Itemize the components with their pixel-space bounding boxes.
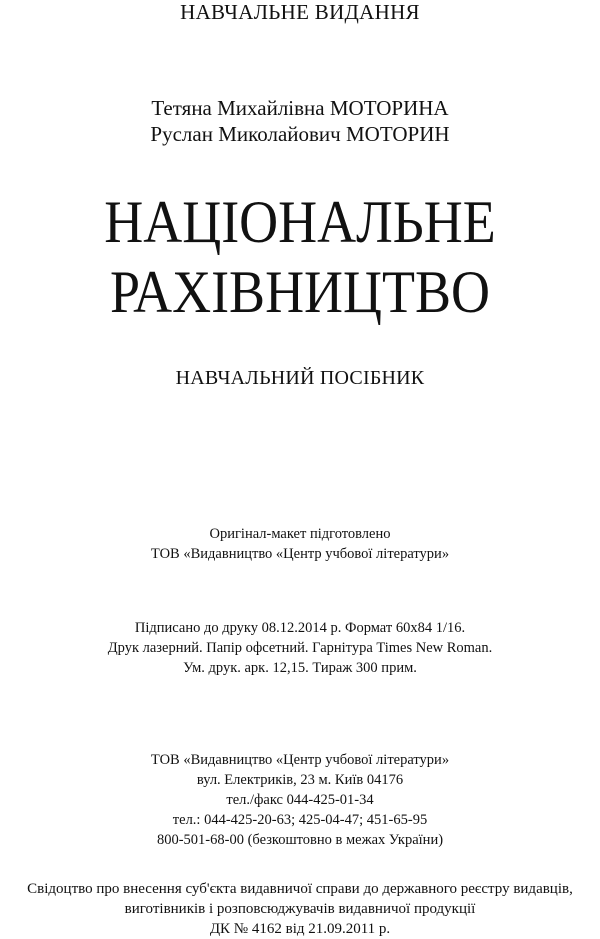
publisher-phones: тел.: 044-425-20-63; 425-04-47; 451-65-95	[172, 812, 428, 828]
layout-credit-line-2: ТОВ «Видавництво «Центр учбової літератури»	[150, 546, 450, 562]
publisher-name: ТОВ «Видавництво «Центр учбової літератури»	[150, 752, 450, 768]
publisher-hotline: 800-501-68-00 (безкоштовно в межах України)	[156, 832, 444, 848]
author-1: Тетяна Михайлівна МОТОРИНА	[151, 96, 449, 120]
layout-credit-line-1: Оригінал-макет підготовлено	[209, 526, 391, 542]
book-title-line-1: НАЦІОНАЛЬНЕ	[104, 189, 496, 255]
certificate-line-1: Свідоцтво про внесення суб'єкта видавничої справи до державного реєстру видавців,	[27, 881, 573, 897]
book-title-line-2: РАХІВНИЦТВО	[109, 259, 491, 325]
series-label: НАВЧАЛЬНЕ ВИДАННЯ	[180, 0, 420, 24]
author-2: Руслан Миколайович МОТОРИН	[150, 122, 450, 146]
certificate-line-3: ДК № 4162 від 21.09.2011 р.	[209, 921, 391, 937]
publisher-fax: тел./факс 044-425-01-34	[226, 792, 374, 808]
print-info-line-3: Ум. друк. арк. 12,15. Тираж 300 прим.	[183, 660, 417, 676]
certificate-line-2: виготівників і розповсюджувачів видавничої продукції	[124, 901, 476, 917]
print-info-line-2: Друк лазерний. Папір офсетний. Гарнітура Times New Roman.	[107, 640, 493, 656]
print-info-line-1: Підписано до друку 08.12.2014 р. Формат 60х84 1/16.	[134, 620, 466, 636]
book-subtitle: НАВЧАЛЬНИЙ ПОСІБНИК	[175, 367, 425, 389]
publisher-address: вул. Електриків, 23 м. Київ 04176	[196, 772, 404, 788]
